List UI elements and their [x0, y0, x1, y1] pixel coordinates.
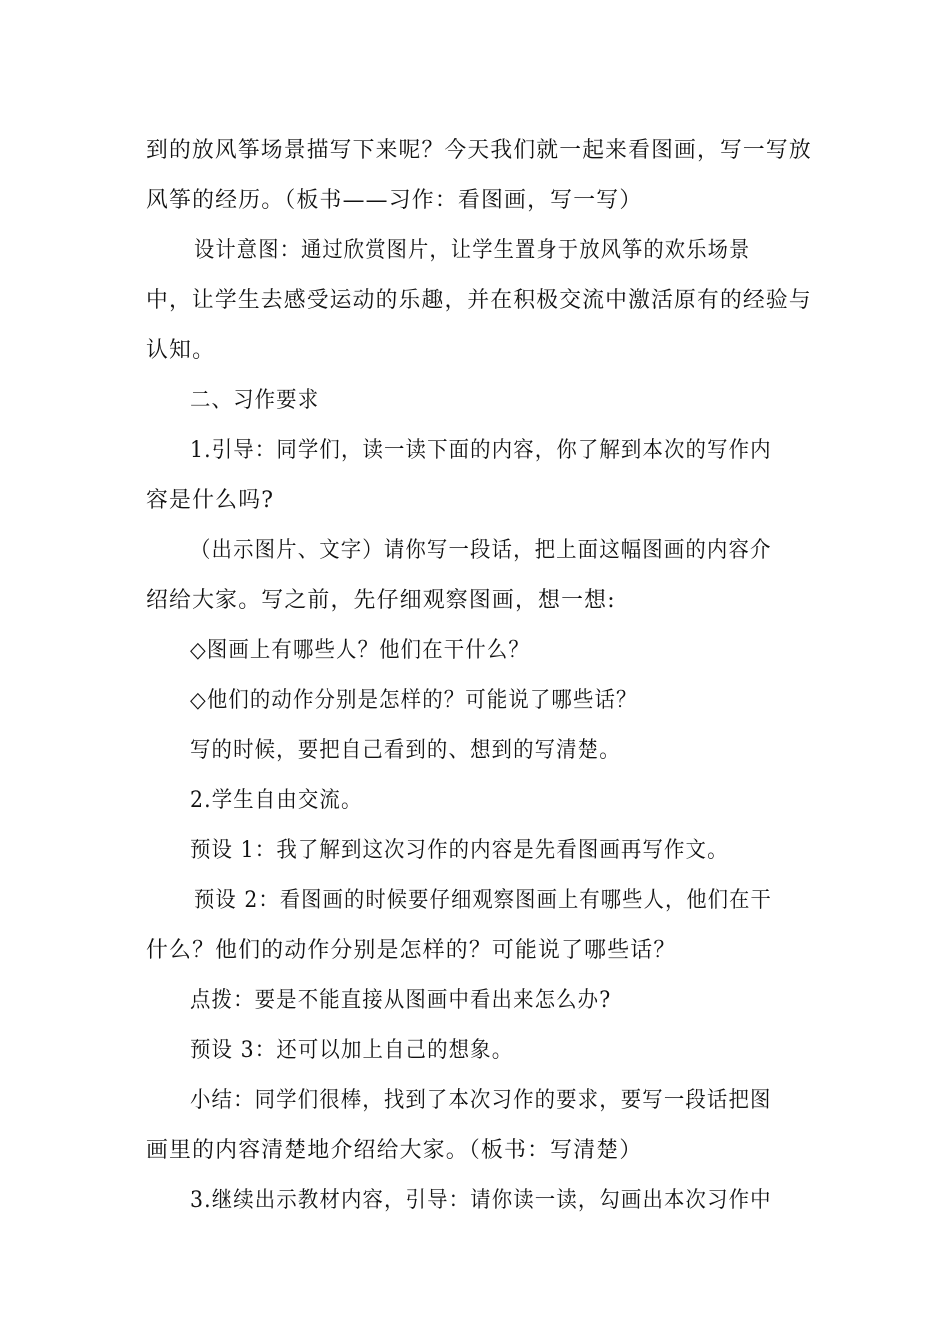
- paragraph-line: 绍给大家。写之前，先仔细观察图画，想一想:: [146, 588, 616, 613]
- paragraph-line: 画里的内容清楚地介绍给大家。（板书：写清楚）: [146, 1138, 643, 1163]
- paragraph-line: 容是什么吗?: [146, 488, 275, 513]
- section-heading: 二、习作要求: [190, 388, 320, 413]
- paragraph-line: 2.学生自由交流。: [190, 788, 363, 813]
- paragraph-line: 什么？他们的动作分别是怎样的？可能说了哪些话？: [146, 938, 677, 963]
- paragraph-line: 预设 2：看图画的时候要仔细观察图画上有哪些人，他们在干: [194, 888, 772, 913]
- paragraph-line: 写的时候，要把自己看到的、想到的写清楚。: [190, 738, 621, 763]
- paragraph-line: 预设 3：还可以加上自己的想象。: [190, 1038, 514, 1063]
- paragraph-line: 小结：同学们很棒，找到了本次习作的要求，要写一段话把图: [190, 1088, 772, 1113]
- paragraph-line: （出示图片、文字）请你写一段话，把上面这幅图画的内容介: [190, 538, 772, 563]
- list-item: ◇图画上有哪些人？他们在干什么？: [190, 638, 530, 663]
- paragraph-line: 到的放风筝场景描写下来呢？今天我们就一起来看图画，写一写放: [146, 138, 812, 163]
- paragraph-line: 设计意图：通过欣赏图片，让学生置身于放风筝的欢乐场景: [194, 238, 751, 263]
- paragraph-line: 点拨：要是不能直接从图画中看出来怎么办?: [190, 988, 612, 1013]
- paragraph-line: 1.引导：同学们，读一读下面的内容，你了解到本次的写作内: [190, 438, 772, 463]
- paragraph-line: 认知。: [146, 338, 216, 363]
- list-item: ◇他们的动作分别是怎样的？可能说了哪些话？: [190, 688, 638, 713]
- paragraph-line: 风筝的经历。（板书——习作：看图画，写一写）: [146, 188, 643, 213]
- paragraph-line: 预设 1：我了解到这次习作的内容是先看图画再写作文。: [190, 838, 729, 863]
- paragraph-line: 3.继续出示教材内容，引导：请你读一读，勾画出本次习作中: [190, 1188, 772, 1213]
- paragraph-line: 中，让学生去感受运动的乐趣，并在积极交流中激活原有的经验与: [146, 288, 812, 313]
